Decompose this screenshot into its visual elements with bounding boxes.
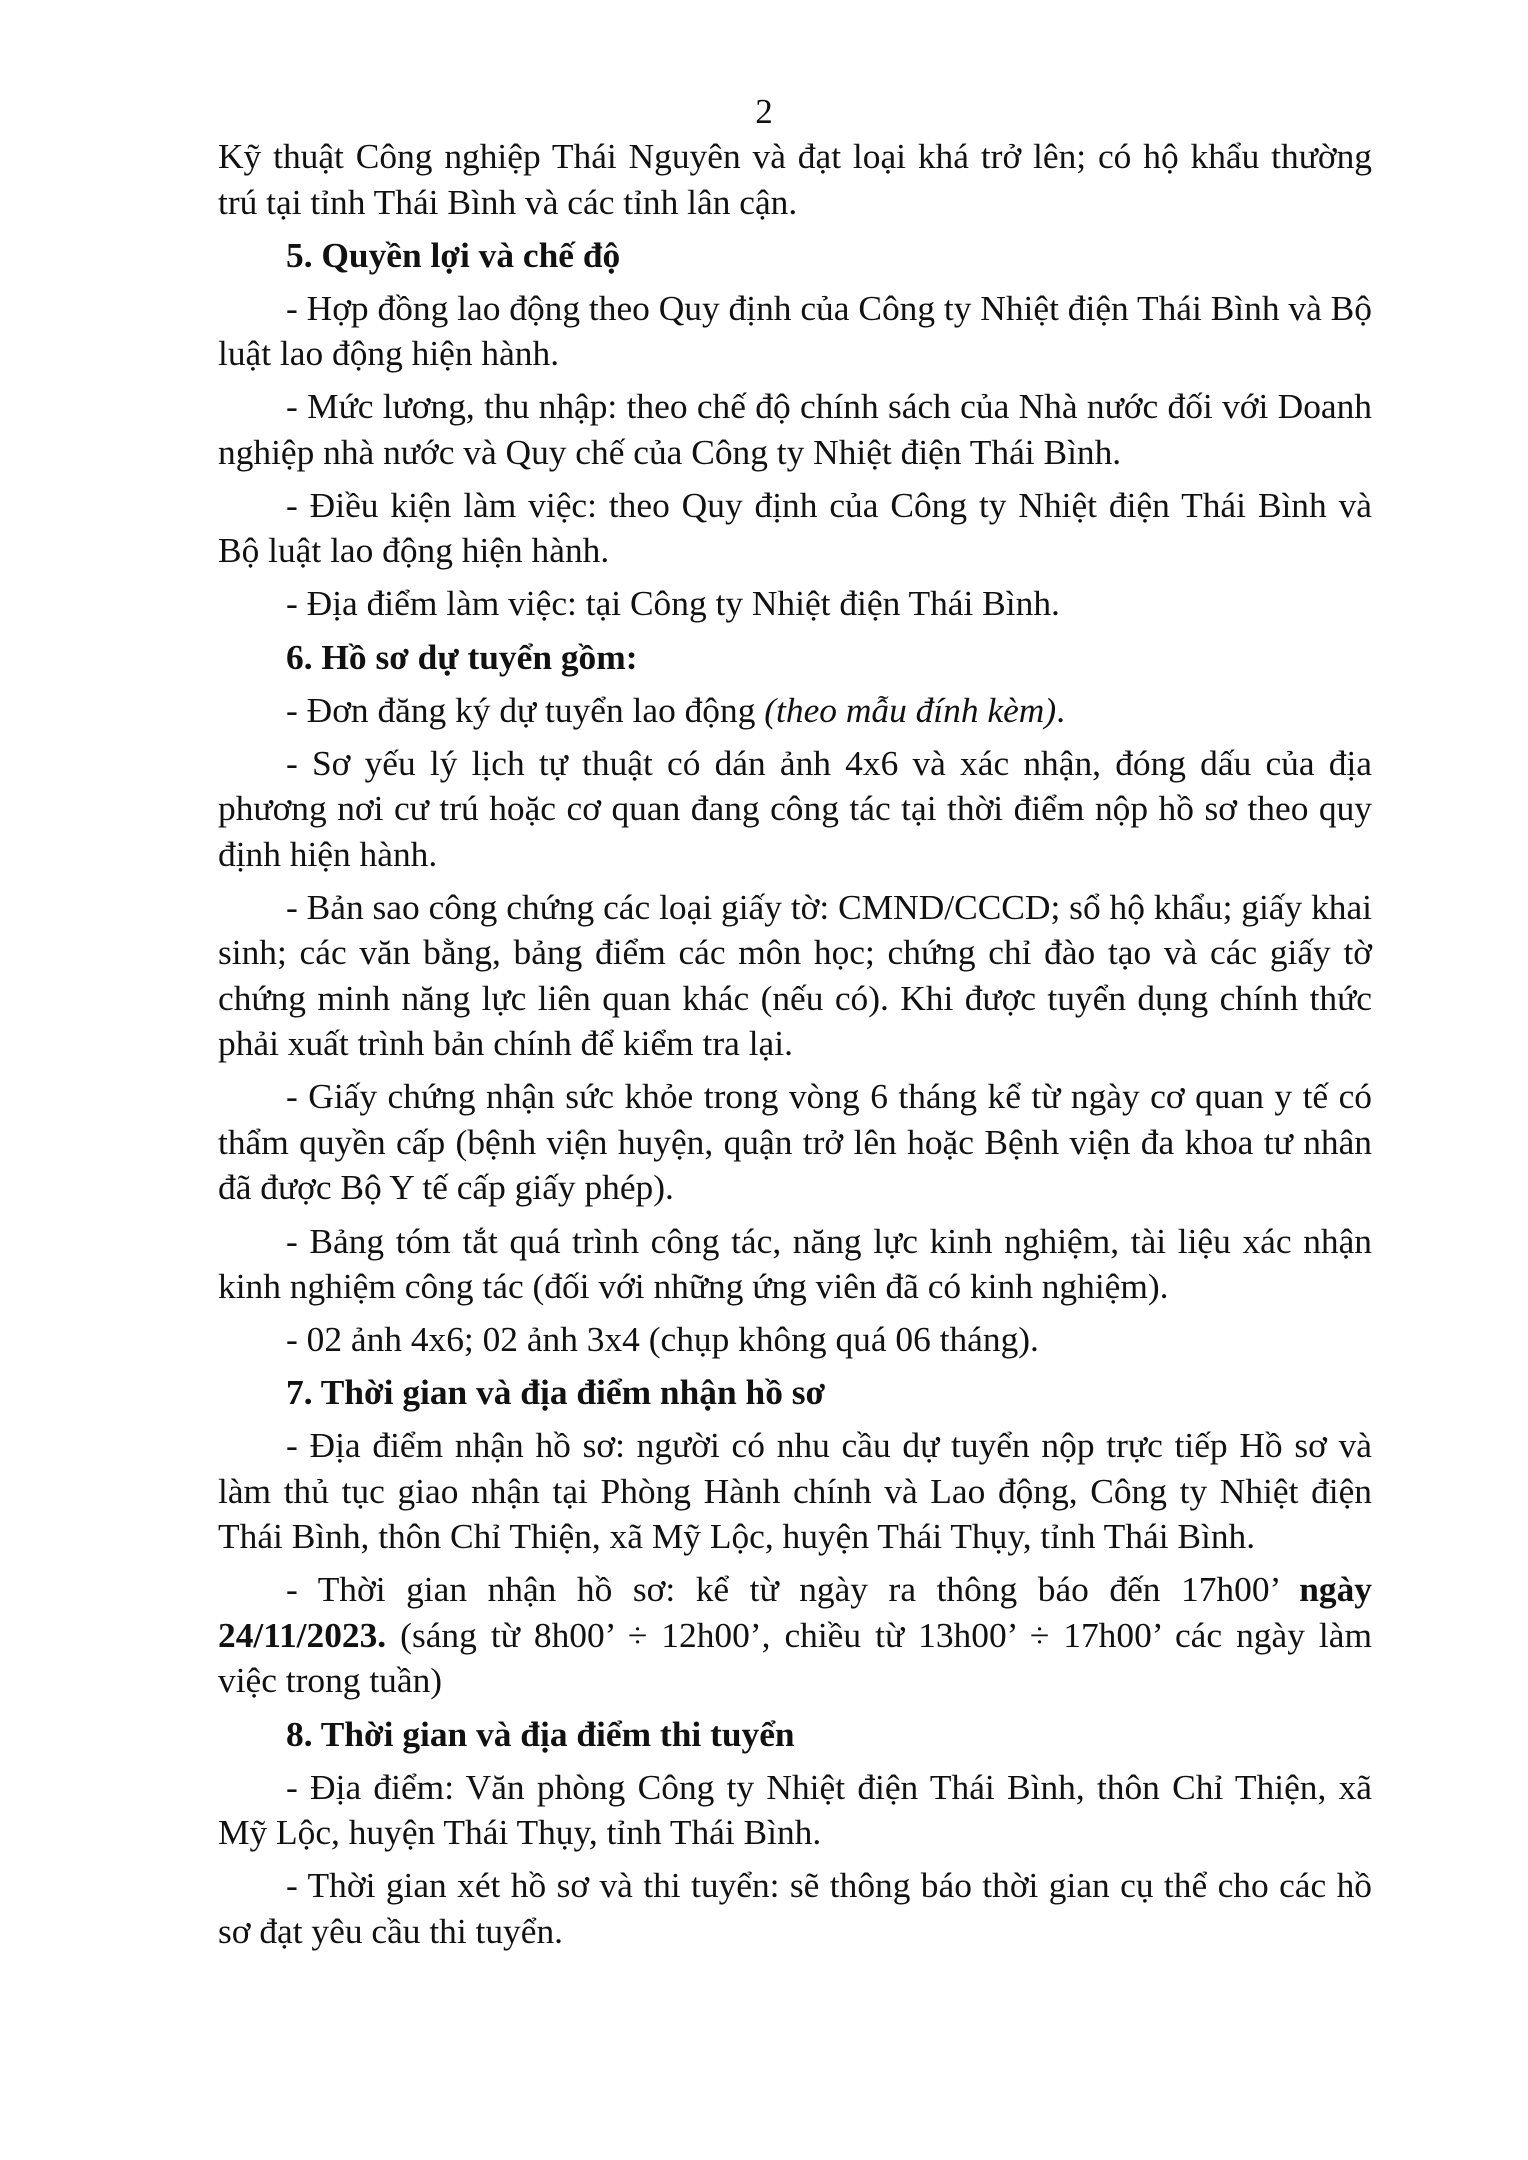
time-prefix: - Thời gian nhận hồ sơ: kể từ ngày ra thông báo đến 17h00’ xyxy=(286,1569,1300,1610)
section-6-item: - Bản sao công chứng các loại giấy tờ: CMND/CCCD; sổ hộ khẩu; giấy khai sinh; các văn bằng, bảng điểm các môn học; chứng chỉ đào tạo và các giấy tờ chứng minh năng lực liên quan khác (nếu có). Khi được tuyển dụng chính thức phải xuất trình bản chính để kiểm tra lại. xyxy=(218,886,1372,1064)
section-8-heading: 8. Thời gian và địa điểm thi tuyển xyxy=(286,1713,795,1754)
section-5-item: - Điều kiện làm việc: theo Quy định của Công ty Nhiệt điện Thái Bình và Bộ luật lao động hiện hành. xyxy=(218,484,1372,571)
section-5-item: - Mức lương, thu nhập: theo chế độ chính sách của Nhà nước đối với Doanh nghiệp nhà nước và Quy chế của Công ty Nhiệt điện Thái Bình. xyxy=(218,386,1372,472)
section-7-heading: 7. Thời gian và địa điểm nhận hồ sơ xyxy=(286,1372,826,1413)
section-5-item: - Địa điểm làm việc: tại Công ty Nhiệt điện Thái Bình. xyxy=(286,583,1060,624)
deadline-date: ngày 24/11/2023. xyxy=(218,1569,1372,1655)
section-5-heading: 5. Quyền lợi và chế độ xyxy=(286,234,621,275)
section-8-item: - Địa điểm: Văn phòng Công ty Nhiệt điện Thái Bình, thôn Chỉ Thiện, xã Mỹ Lộc, huyện Thái Thụy, tỉnh Thái Bình. xyxy=(218,1766,1372,1853)
section-7-time xyxy=(218,1567,1372,1704)
section-6-item: - Bảng tóm tắt quá trình công tác, năng lực kinh nghiệm, tài liệu xác nhận kinh nghiệm công tác (đối với những ứng viên đã có kinh nghiệm). xyxy=(218,1220,1372,1307)
item-italic-note: (theo mẫu đính kèm) xyxy=(764,689,1057,730)
item-text: - Đơn đăng ký dự tuyển lao động xyxy=(286,689,765,730)
section-7-location: - Địa điểm nhận hồ sơ: người có nhu cầu dự tuyển nộp trực tiếp Hồ sơ và làm thủ tục giao nhận tại Phòng Hành chính và Lao động, Công ty Nhiệt điện Thái Bình, thôn Chỉ Thiện, xã Mỹ Lộc, huyện Thái Thụy, tỉnh Thái Bình. xyxy=(218,1425,1372,1557)
time-suffix: (sáng từ 8h00’ ÷ 12h00’, chiều từ 13h00’ ÷ 17h00’ các ngày làm việc trong tuần) xyxy=(218,1614,1372,1701)
page-number: 2 xyxy=(755,92,773,131)
document-body xyxy=(218,134,1372,1962)
item-end: . xyxy=(1056,689,1065,730)
section-5-item: - Hợp đồng lao động theo Quy định của Công ty Nhiệt điện Thái Bình và Bộ luật lao động hiện hành. xyxy=(218,287,1372,374)
section-6-item-application-form xyxy=(218,688,1372,734)
section-6-heading: 6. Hồ sơ dự tuyển gồm: xyxy=(286,636,638,677)
section-6-item: - 02 ảnh 4x6; 02 ảnh 3x4 (chụp không quá 06 tháng). xyxy=(286,1319,1039,1360)
section-6-item: - Giấy chứng nhận sức khỏe trong vòng 6 tháng kể từ ngày cơ quan y tế có thẩm quyền cấp (bệnh viện huyện, quận trở lên hoặc Bệnh viện đa khoa tư nhân đã được Bộ Y tế cấp giấy phép). xyxy=(218,1076,1372,1208)
continuation-paragraph: Kỹ thuật Công nghiệp Thái Nguyên và đạt loại khá trở lên; có hộ khẩu thường trú tại tỉnh Thái Bình và các tỉnh lân cận. xyxy=(218,136,1372,222)
section-8-item: - Thời gian xét hồ sơ và thi tuyển: sẽ thông báo thời gian cụ thể cho các hồ sơ đạt yêu cầu thi tuyển. xyxy=(218,1865,1372,1951)
section-6-item: - Sơ yếu lý lịch tự thuật có dán ảnh 4x6 và xác nhận, đóng dấu của địa phương nơi cư trú hoặc cơ quan đang công tác tại thời điểm nộp hồ sơ theo quy định hiện hành. xyxy=(218,742,1372,874)
